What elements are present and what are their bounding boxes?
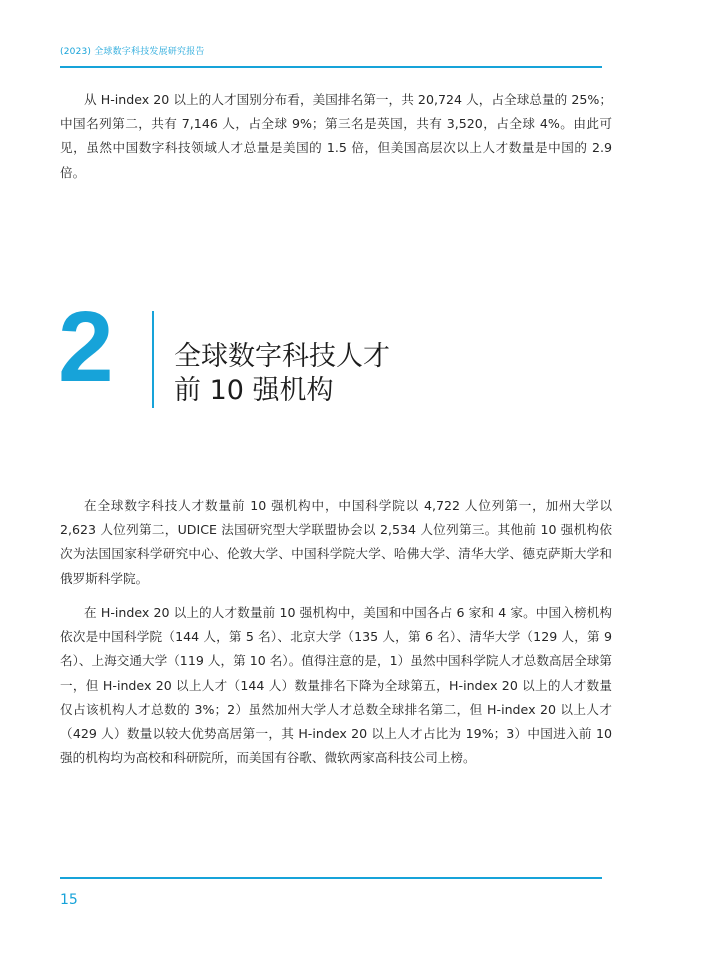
page-number: 15: [60, 892, 78, 908]
header-divider: [60, 66, 602, 68]
section-title-line-2: 前 10 强机构: [174, 375, 334, 406]
section-number: 2: [58, 291, 114, 403]
section-title: [174, 340, 390, 408]
footer-divider: [60, 877, 602, 879]
section-divider-bar: [152, 311, 154, 408]
intro-paragraph: 从 H-index 20 以上的人才国别分布看，美国排名第一，共 20,724 人，占全球总量的 25%；中国名列第二，共有 7,146 人，占全球 9%；第三名是英国，共有 3,520，占全球 4%。由此可见，虽然中国数字科技领域人才总量是美国的 1.5 倍，但美国高层次以上人才数量是中国的 2.9 倍。: [60, 92, 612, 180]
section-title-line-1: 全球数字科技人才: [174, 341, 390, 372]
running-header: (2023) 全球数字科技发展研究报告: [60, 47, 205, 57]
institutions-paragraph: 在全球数字科技人才数量前 10 强机构中，中国科学院以 4,722 人位列第一，加州大学以 2,623 人位列第二，UDICE 法国研究型大学联盟协会以 2,534 人位列第三。其他前 10 强机构依次为法国国家科学研究中心、伦敦大学、中国科学院大学、哈佛大学、清华大学、德克萨斯大学和俄罗斯科学院。: [60, 498, 612, 586]
hindex-paragraph: 在 H-index 20 以上的人才数量前 10 强机构中，美国和中国各占 6 家和 4 家。中国入榜机构依次是中国科学院（144 人，第 5 名）、北京大学（135 人，第 6 名）、清华大学（129 人，第 9 名）、上海交通大学（119 人，第 10 名）。值得注意的是，1）虽然中国科学院人才总数高居全球第一，但 H-index 20 以上人才（144 人）数量排名下降为全球第五，H-index 20 以上的人才数量仅占该机构人才总数的 3%；2）虽然加州大学人才总数全球排名第二，但 H-index 20 以上人才（429 人）数量以较大优势高居第一，其 H-index 20 以上人才占比为 19%；3）中国进入前 10 强的机构均为高校和科研院所，而美国有谷歌、微软两家高科技公司上榜。: [60, 605, 612, 766]
